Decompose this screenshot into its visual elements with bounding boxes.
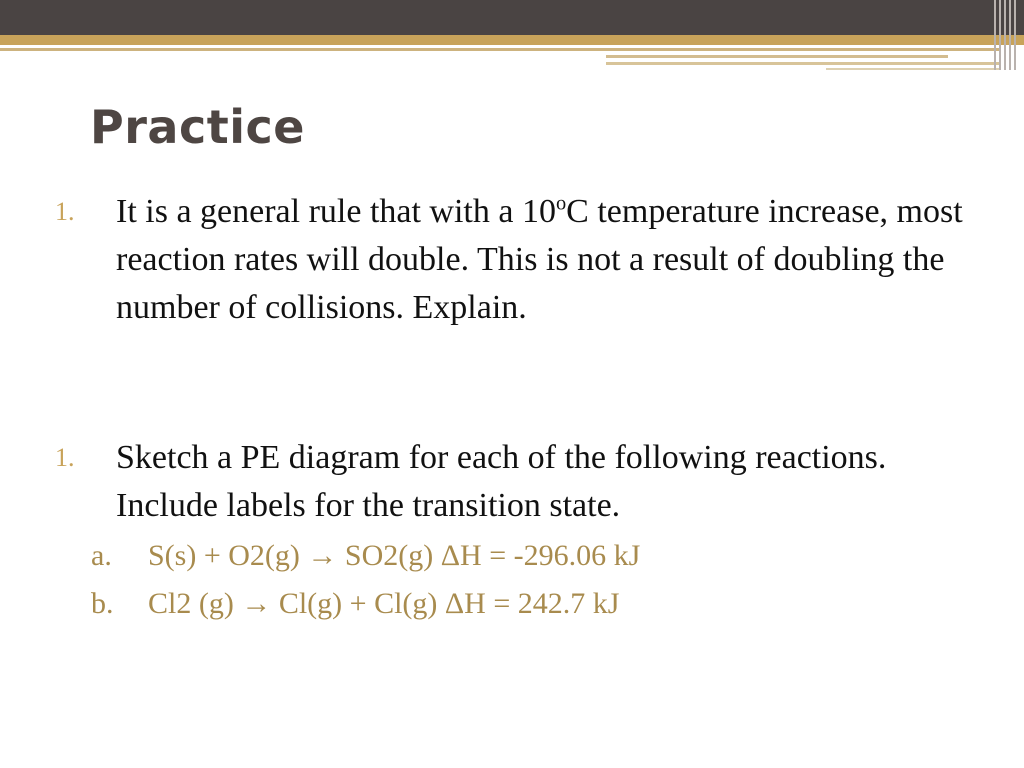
- header-stripes: [994, 0, 1024, 70]
- sub-item-letter: a.: [91, 539, 112, 572]
- item-number: 1.: [55, 443, 75, 472]
- header-gold-line: [0, 48, 1000, 51]
- slide-title: Practice: [90, 100, 305, 154]
- sub-list-item: [0, 536, 1024, 576]
- list-item: [0, 434, 1024, 534]
- header-accent-line: [826, 68, 1000, 70]
- item-text: Sketch a PE diagram for each of the following reactions. Include labels for the transition state.: [116, 439, 887, 524]
- sub-item-letter: b.: [91, 587, 114, 620]
- list-item: [0, 188, 1024, 388]
- header-accent-line: [606, 55, 948, 58]
- sub-list-item: [0, 584, 1024, 624]
- header-bar: [0, 0, 1024, 35]
- item-text: It is a general rule that with a 10$^o$C temperature increase, most reaction rates will double. This is not a result of doubling the number of collisions. Explain.: [116, 192, 963, 326]
- degree-superscript: o: [555, 192, 567, 215]
- header-accent-line: [606, 62, 1000, 65]
- reaction-equation: S(s) + O2(g) → SO2(g) ΔH = -296.06 kJ: [148, 539, 641, 572]
- header-gold-band: [0, 35, 1024, 45]
- item-number: 1.: [55, 197, 75, 226]
- reaction-equation: Cl2 (g) → Cl(g) + Cl(g) ΔH = 242.7 kJ: [148, 587, 620, 620]
